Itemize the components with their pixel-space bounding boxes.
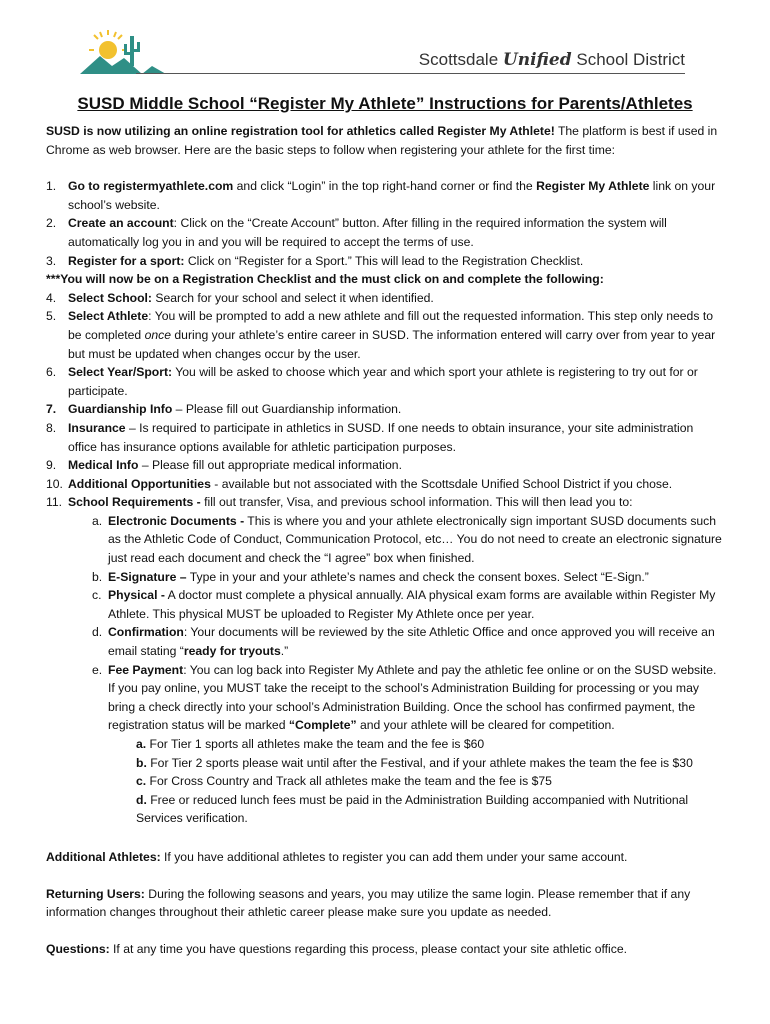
page-title: SUSD Middle School “Register My Athlete” Instructions for Parents/Athletes — [77, 94, 693, 113]
returning-users-paragraph: Returning Users: During the following seasons and years, you may utilize the same login. Please remember that if any information changes throughout their athletic career please make sure you update as needed. — [46, 886, 691, 920]
additional-athletes-paragraph: Additional Athletes: If you have additional athletes to register you can add them under your same account. — [46, 849, 628, 864]
step-8: 8. Insurance – Is required to participate in athletics in SUSD. If one needs to obtain insurance, your site administration office has insurance options available for athletic participation purposes. — [46, 420, 694, 454]
substep-d: d. Confirmation: Your documents will be reviewed by the site Athletic Office and once approved you will receive an email stating “ready for tryouts.” — [92, 625, 715, 659]
step-1: 1. Go to registermyathlete.com and click “Login” in the top right-hand corner or find the Register My Athlete link on your school’s website. — [46, 179, 716, 212]
step-11: 11. School Requirements - fill out transfer, Visa, and previous school information. This will then lead you to: — [46, 495, 633, 510]
substep-c: c. Physical - A doctor must complete a physical annually. AIA physical exam forms are available within Register My Athlete. This physical MUST be uploaded to Register My Athlete once per year. — [92, 588, 716, 621]
fee-tier-a: a. For Tier 1 sports all athletes make the team and the fee is $60 — [136, 737, 485, 751]
step-10: 10. Additional Opportunities - available but not associated with the Scottsdale Unified School District if you chose. — [46, 476, 673, 491]
checklist-note: ***You will now be on a Registration Checklist and the must click on and complete the following: — [46, 272, 604, 287]
fee-tier-b: b. For Tier 2 sports please wait until after the Festival, and if your athlete makes the team the fee is $30 — [136, 755, 693, 770]
sun-icon — [89, 30, 127, 59]
substep-e: e. Fee Payment: You can log back into Register My Athlete and pay the athletic fee online or on the SUSD website. If you pay online, you MUST take the receipt to the school’s Administration Building for processing or you may bring a check directly into your school’s Administration Building. Once the school has confirmed payment, the registration status will be marked “Complete” and your athlete will be cleared for competition. — [92, 662, 717, 733]
substep-a: a. Electronic Documents - This is where you and your athlete electronically sign important SUSD documents such as the Athletic Code of Conduct, Communication Protocol, etc… You do not need to create an electronic signature just read each document and check the “I agree” box when finished. — [92, 513, 722, 566]
step-7: 7. Guardianship Info – Please fill out Guardianship information. — [46, 402, 402, 417]
instructions-body — [46, 122, 724, 958]
step-3: 3. Register for a sport: Click on “Register for a Sport.” This will lead to the Registration Checklist. — [46, 253, 584, 268]
step-9: 9. Medical Info – Please fill out appropriate medical information. — [46, 458, 402, 473]
intro-paragraph: SUSD is now utilizing an online registration tool for athletics called Register My Athlete! The platform is best if used in Chrome as web browser. Here are the basic steps to follow when registering your athlete for the first time: — [46, 124, 718, 157]
fee-tier-d: d. Free or reduced lunch fees must be paid in the Administration Building accompanied with Nutritional Services verification. — [136, 792, 689, 826]
questions-paragraph: Questions: If at any time you have questions regarding this process, please contact your site athletic office. — [46, 941, 628, 956]
step-2: 2. Create an account: Click on the “Create Account” button. After filling in the required information the system will automatically log you in and you will be required to accept the terms of use. — [46, 216, 667, 249]
substep-b: b. E-Signature – Type in your and your athlete’s names and check the consent boxes. Select “E-Sign.” — [92, 569, 649, 584]
district-name: Scottsdale Unified School District — [418, 50, 685, 70]
step-4: 4. Select School: Search for your school and select it when identified. — [46, 290, 434, 305]
header-rule — [136, 73, 685, 74]
unified-wordmark: Unified — [502, 50, 572, 70]
district-logo — [78, 30, 168, 78]
fee-tier-c: c. For Cross Country and Track all athletes make the team and the fee is $75 — [136, 774, 552, 789]
step-5: 5. Select Athlete: You will be prompted to add a new athlete and fill out the requested information. This step only needs to be completed once during your athlete’s entire career in SUSD. The information entered will carry over from year to year but must be updated when changes occur by the user. — [46, 309, 716, 361]
step-6: 6. Select Year/Sport: You will be asked to choose which year and which sport your athlete is registering to try out for or participate. — [46, 365, 698, 398]
